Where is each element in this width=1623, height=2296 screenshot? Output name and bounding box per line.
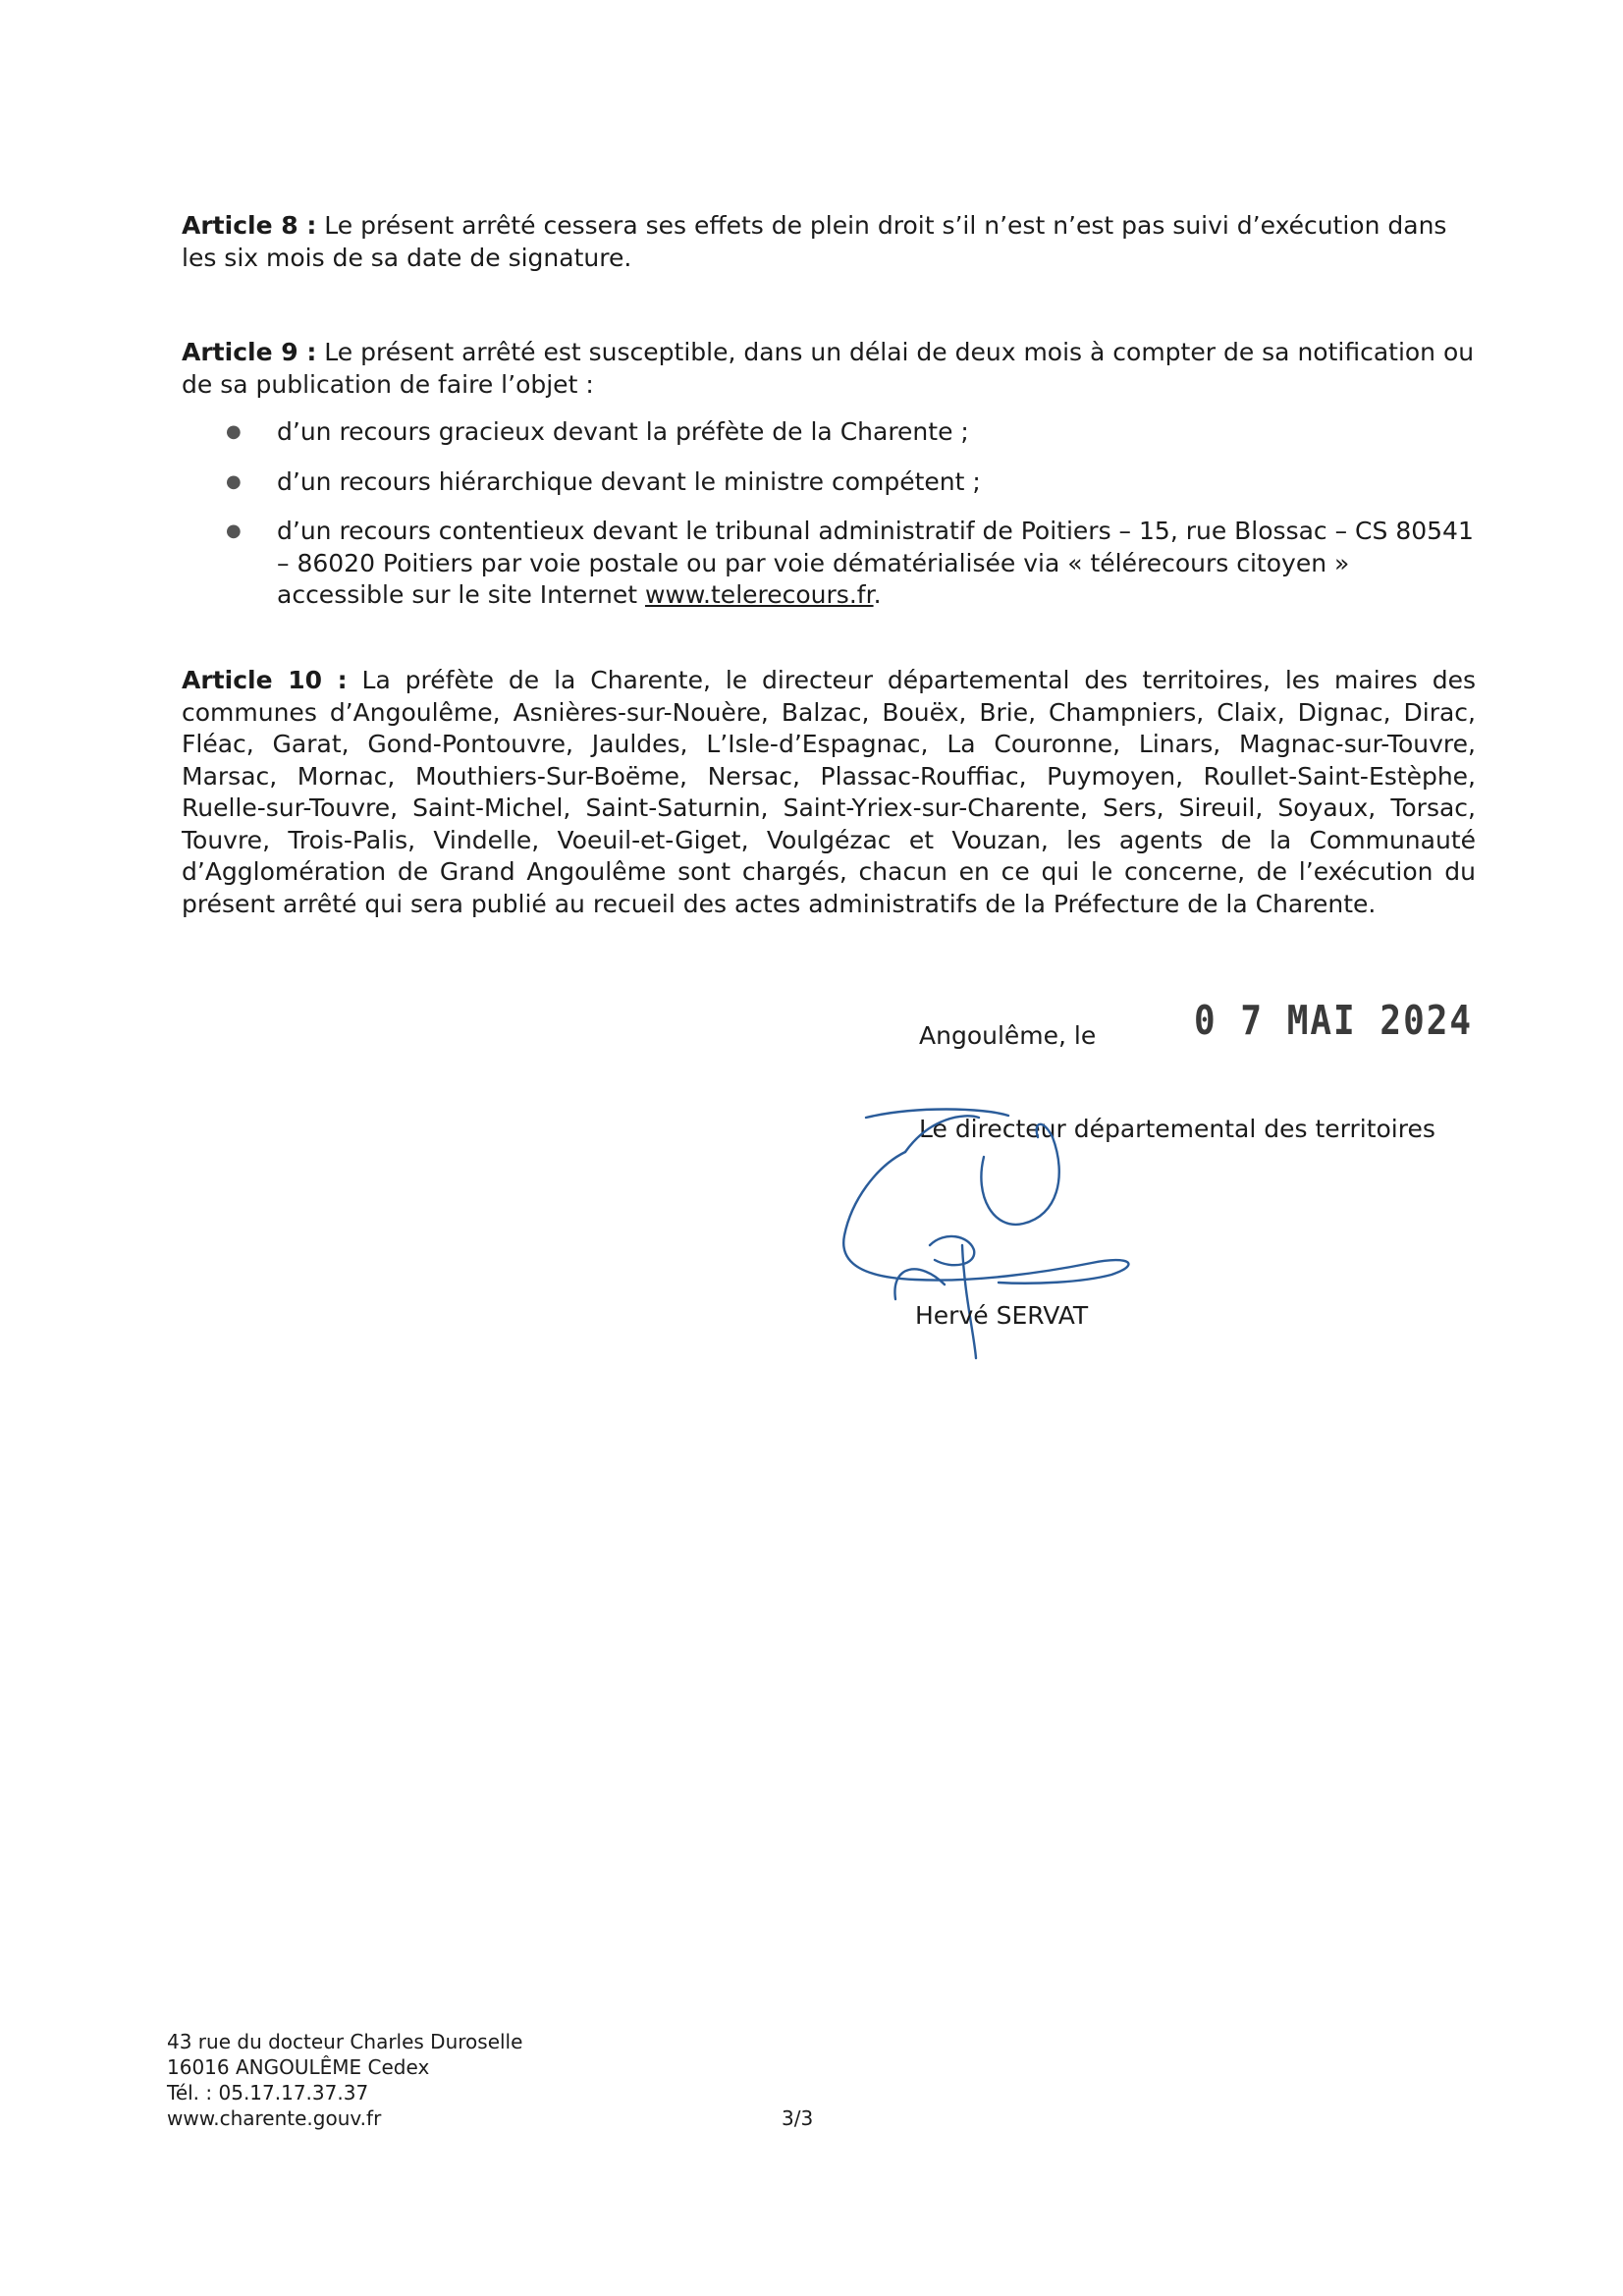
bullet-icon: ●: [226, 470, 242, 492]
footer-city: 16016 ANGOULÊME Cedex: [167, 2055, 430, 2079]
signature-place: Angoulême, le: [919, 1021, 1097, 1050]
list-item: [226, 416, 1476, 449]
list-item: [226, 516, 1476, 612]
recourse-list: [226, 416, 1476, 629]
article-9-text: Le présent arrêté est susceptible, dans un délai de deux mois à compter de sa notification ou de sa publication de faire l’objet :: [182, 338, 1475, 399]
signatory-name: Hervé SERVAT: [915, 1301, 1089, 1330]
footer-street: 43 rue du docteur Charles Duroselle: [167, 2030, 523, 2053]
footer-address: [167, 2029, 522, 2131]
article-9: [182, 337, 1476, 401]
recourse-gracious: d’un recours gracieux devant la préfète de la Charente ;: [277, 417, 969, 446]
article-10-label: Article 10 :: [182, 666, 348, 694]
date-stamp: 0 7 MAI 2024: [1194, 998, 1474, 1045]
page-number: 3/3: [782, 2106, 814, 2130]
recourse-contentious-end: .: [873, 580, 882, 609]
footer-website[interactable]: www.charente.gouv.fr: [167, 2106, 382, 2130]
article-8-label: Article 8 :: [182, 211, 317, 240]
list-item: [226, 466, 1476, 499]
signatory-title: Le directeur départemental des territoires: [919, 1115, 1435, 1143]
article-8-text: Le présent arrêté cessera ses effets de plein droit s’il n’est n’est pas suivi d’exécution dans les six mois de sa date de signature.: [182, 211, 1447, 272]
telerecours-link[interactable]: www.telerecours.fr: [645, 580, 874, 609]
article-8: [182, 210, 1476, 274]
article-9-label: Article 9 :: [182, 338, 317, 366]
article-10-text: La préfète de la Charente, le directeur départemental des territoires, les maires des communes d’Angoulême, Asnières-sur-Nouère, Balzac, Bouëx, Brie, Champniers, Claix, Dignac, Dirac, Fléac, Garat, Gond-Pontouvre, Jauldes, L’Isle-d’Espagnac, La Couronne, Linars, Magnac-sur-Touvre, Marsac, Mornac, Mouthiers-Sur-Boëme, Nersac, Plassac-Rouffiac, Puymoyen, Roullet-Saint-Estèphe, Ruelle-sur-Touvre, Saint-Michel, Saint-Saturnin, Saint-Yriex-sur-Charente, Sers, Sireuil, Soyaux, Torsac, Touvre, Trois-Palis, Vindelle, Voeuil-et-Giget, Voulgézac et Vouzan, les agents de la Communauté d’Agglomération de Grand Angoulême sont chargés, chacun en ce qui le concerne, de l’exécution du présent arrêté qui sera publié au recueil des actes administratifs de la Préfecture de la Charente.: [182, 666, 1476, 918]
article-10: [182, 665, 1476, 920]
footer-phone: Tél. : 05.17.17.37.37: [167, 2081, 369, 2105]
recourse-hierarchical: d’un recours hiérarchique devant le ministre compétent ;: [277, 466, 981, 496]
bullet-icon: ●: [226, 520, 242, 541]
recourse-contentious: d’un recours contentieux devant le tribunal administratif de Poitiers – 15, rue Blossac – CS 80541 – 86020 Poitiers par voie postale ou par voie dématérialisée via « télérecours citoyen » accessible sur le site Internet: [277, 517, 1474, 609]
bullet-icon: ●: [226, 421, 242, 442]
